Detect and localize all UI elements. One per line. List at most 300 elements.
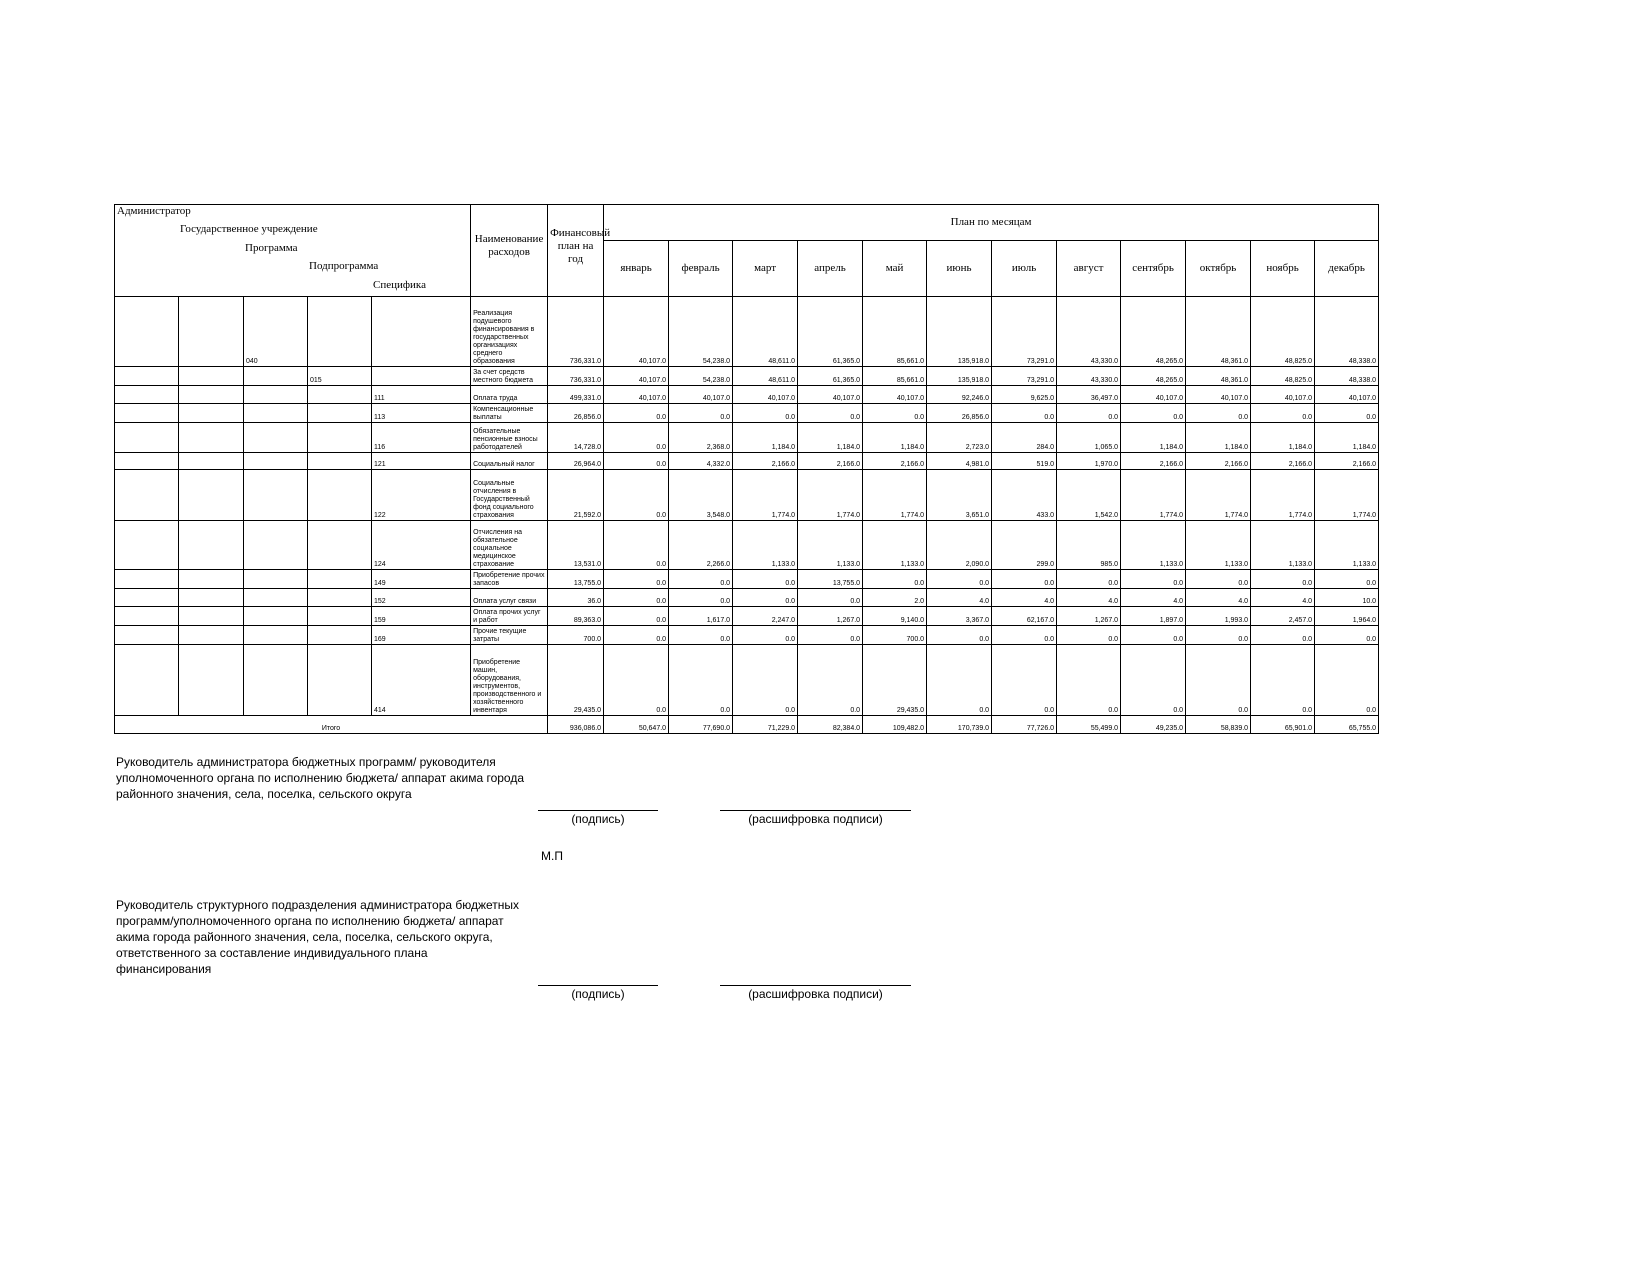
month-value-cell: 1,774.0 bbox=[1121, 470, 1186, 521]
program-code-cell bbox=[244, 626, 308, 645]
month-value-cell: 2,166.0 bbox=[863, 453, 927, 470]
month-value-cell: 0.0 bbox=[992, 570, 1057, 589]
month-value-cell: 0.0 bbox=[733, 589, 798, 607]
program-code-cell bbox=[244, 607, 308, 626]
month-value-cell: 48,611.0 bbox=[733, 367, 798, 386]
table-row bbox=[115, 423, 1379, 453]
month-value-cell: 61,365.0 bbox=[798, 297, 863, 367]
month-value-cell: 2,457.0 bbox=[1251, 607, 1315, 626]
month-header: июль bbox=[992, 241, 1057, 297]
program-code-cell bbox=[244, 645, 308, 716]
month-value-cell: 1,065.0 bbox=[1057, 423, 1121, 453]
month-value-cell: 40,107.0 bbox=[863, 386, 927, 404]
subprogram-code-cell bbox=[308, 645, 372, 716]
program-code-cell bbox=[244, 570, 308, 589]
hierarchy-institution-label: Государственное учреждение bbox=[180, 223, 318, 235]
expense-name-cell: Социальный налог bbox=[471, 453, 548, 470]
month-value-cell: 4,332.0 bbox=[669, 453, 733, 470]
total-month-cell: 58,839.0 bbox=[1186, 716, 1251, 734]
month-value-cell: 0.0 bbox=[927, 626, 992, 645]
month-header: май bbox=[863, 241, 927, 297]
annual-plan-cell: 26,964.0 bbox=[548, 453, 604, 470]
month-value-cell: 0.0 bbox=[927, 570, 992, 589]
month-value-cell: 0.0 bbox=[733, 645, 798, 716]
month-value-cell: 1,184.0 bbox=[1315, 423, 1379, 453]
expense-name-cell: Приобретение прочих запасов bbox=[471, 570, 548, 589]
month-value-cell: 0.0 bbox=[1121, 570, 1186, 589]
month-header: август bbox=[1057, 241, 1121, 297]
annual-plan-cell: 736,331.0 bbox=[548, 367, 604, 386]
month-value-cell: 433.0 bbox=[992, 470, 1057, 521]
month-value-cell: 1,774.0 bbox=[1251, 470, 1315, 521]
month-value-cell: 0.0 bbox=[1186, 570, 1251, 589]
month-value-cell: 3,548.0 bbox=[669, 470, 733, 521]
institution-code-cell bbox=[179, 423, 244, 453]
signature-label-1: (подпись) bbox=[571, 812, 625, 826]
admin-code-cell bbox=[115, 470, 179, 521]
signature-decode-line-2 bbox=[720, 985, 911, 986]
admin-code-cell bbox=[115, 297, 179, 367]
admin-code-cell bbox=[115, 626, 179, 645]
month-value-cell: 0.0 bbox=[669, 404, 733, 423]
month-value-cell: 0.0 bbox=[1186, 645, 1251, 716]
month-header: сентябрь bbox=[1121, 241, 1186, 297]
month-value-cell: 0.0 bbox=[604, 570, 669, 589]
month-value-cell: 40,107.0 bbox=[733, 386, 798, 404]
month-value-cell: 85,661.0 bbox=[863, 367, 927, 386]
expense-name-cell: Оплата труда bbox=[471, 386, 548, 404]
month-value-cell: 0.0 bbox=[604, 645, 669, 716]
annual-plan-cell: 14,728.0 bbox=[548, 423, 604, 453]
month-value-cell: 1,133.0 bbox=[1186, 521, 1251, 570]
month-value-cell: 48,825.0 bbox=[1251, 367, 1315, 386]
month-value-cell: 985.0 bbox=[1057, 521, 1121, 570]
financing-plan-table bbox=[114, 204, 1379, 734]
expense-name-cell: Отчисления на обязательное социальное медицинское страхование bbox=[471, 521, 548, 570]
month-value-cell: 0.0 bbox=[604, 470, 669, 521]
month-value-cell: 1,774.0 bbox=[798, 470, 863, 521]
total-label-cell: Итого bbox=[115, 716, 548, 734]
month-value-cell: 700.0 bbox=[863, 626, 927, 645]
spec-code-cell: 149 bbox=[372, 570, 471, 589]
annual-plan-cell: 89,363.0 bbox=[548, 607, 604, 626]
month-value-cell: 2,090.0 bbox=[927, 521, 992, 570]
spec-code-cell: 111 bbox=[372, 386, 471, 404]
hierarchy-subprogram-label: Подпрограмма bbox=[309, 260, 379, 272]
month-value-cell: 2,723.0 bbox=[927, 423, 992, 453]
month-value-cell: 1,184.0 bbox=[1121, 423, 1186, 453]
month-value-cell: 10.0 bbox=[1315, 589, 1379, 607]
expense-name-cell: Обязательные пенсионные взносы работодателей bbox=[471, 423, 548, 453]
expense-name-cell: За счет средств местного бюджета bbox=[471, 367, 548, 386]
expense-name-cell: Реализация подушевого финансирования в государственных организациях среднего образования bbox=[471, 297, 548, 367]
month-value-cell: 61,365.0 bbox=[798, 367, 863, 386]
month-value-cell: 299.0 bbox=[992, 521, 1057, 570]
month-value-cell: 2,166.0 bbox=[798, 453, 863, 470]
table-row bbox=[115, 645, 1379, 716]
month-value-cell: 0.0 bbox=[733, 570, 798, 589]
month-value-cell: 9,625.0 bbox=[992, 386, 1057, 404]
expense-name-cell: Приобретение машин, оборудования, инструментов, производственного и хозяйственного инвентаря bbox=[471, 645, 548, 716]
spec-code-cell: 414 bbox=[372, 645, 471, 716]
program-code-cell: 040 bbox=[244, 297, 308, 367]
institution-code-cell bbox=[179, 386, 244, 404]
month-value-cell: 0.0 bbox=[604, 521, 669, 570]
program-code-cell bbox=[244, 470, 308, 521]
admin-code-cell bbox=[115, 386, 179, 404]
month-value-cell: 1,184.0 bbox=[733, 423, 798, 453]
annual-plan-cell: 700.0 bbox=[548, 626, 604, 645]
hierarchy-spec-label: Специфика bbox=[373, 279, 426, 291]
month-value-cell: 0.0 bbox=[733, 626, 798, 645]
month-value-cell: 1,774.0 bbox=[733, 470, 798, 521]
institution-code-cell bbox=[179, 626, 244, 645]
institution-code-cell bbox=[179, 367, 244, 386]
month-value-cell: 1,617.0 bbox=[669, 607, 733, 626]
month-value-cell: 48,825.0 bbox=[1251, 297, 1315, 367]
annual-plan-cell: 13,531.0 bbox=[548, 521, 604, 570]
table-row bbox=[115, 607, 1379, 626]
month-value-cell: 0.0 bbox=[604, 607, 669, 626]
admin-code-cell bbox=[115, 521, 179, 570]
month-value-cell: 0.0 bbox=[927, 645, 992, 716]
subprogram-code-cell bbox=[308, 404, 372, 423]
program-code-cell bbox=[244, 589, 308, 607]
month-value-cell: 0.0 bbox=[604, 589, 669, 607]
table-row bbox=[115, 521, 1379, 570]
annual-plan-cell: 21,592.0 bbox=[548, 470, 604, 521]
name-column-header: Наименование расходов bbox=[471, 205, 548, 297]
month-value-cell: 135,918.0 bbox=[927, 297, 992, 367]
subprogram-code-cell bbox=[308, 570, 372, 589]
subprogram-code-cell bbox=[308, 607, 372, 626]
month-value-cell: 40,107.0 bbox=[669, 386, 733, 404]
month-header: июнь bbox=[927, 241, 992, 297]
month-value-cell: 0.0 bbox=[1315, 645, 1379, 716]
admin-code-cell bbox=[115, 570, 179, 589]
month-value-cell: 48,265.0 bbox=[1121, 367, 1186, 386]
subprogram-code-cell bbox=[308, 423, 372, 453]
month-value-cell: 2,247.0 bbox=[733, 607, 798, 626]
month-value-cell: 0.0 bbox=[1251, 626, 1315, 645]
month-value-cell: 135,918.0 bbox=[927, 367, 992, 386]
month-value-cell: 2,166.0 bbox=[1251, 453, 1315, 470]
month-value-cell: 1,184.0 bbox=[798, 423, 863, 453]
subprogram-code-cell bbox=[308, 521, 372, 570]
month-value-cell: 1,964.0 bbox=[1315, 607, 1379, 626]
month-value-cell: 40,107.0 bbox=[1186, 386, 1251, 404]
month-value-cell: 0.0 bbox=[669, 570, 733, 589]
table-row bbox=[115, 297, 1379, 367]
month-value-cell: 1,993.0 bbox=[1186, 607, 1251, 626]
table-row bbox=[115, 404, 1379, 423]
months-group-header: План по месяцам bbox=[604, 205, 1379, 241]
program-code-cell bbox=[244, 521, 308, 570]
spec-code-cell: 113 bbox=[372, 404, 471, 423]
month-value-cell: 0.0 bbox=[863, 570, 927, 589]
month-value-cell: 40,107.0 bbox=[798, 386, 863, 404]
spec-code-cell: 152 bbox=[372, 589, 471, 607]
month-value-cell: 3,367.0 bbox=[927, 607, 992, 626]
month-value-cell: 0.0 bbox=[1186, 626, 1251, 645]
institution-code-cell bbox=[179, 521, 244, 570]
month-value-cell: 0.0 bbox=[1121, 404, 1186, 423]
total-month-cell: 109,482.0 bbox=[863, 716, 927, 734]
month-value-cell: 29,435.0 bbox=[863, 645, 927, 716]
month-value-cell: 73,291.0 bbox=[992, 297, 1057, 367]
month-value-cell: 4.0 bbox=[1186, 589, 1251, 607]
month-header: ноябрь bbox=[1251, 241, 1315, 297]
month-value-cell: 0.0 bbox=[1251, 570, 1315, 589]
month-value-cell: 54,238.0 bbox=[669, 367, 733, 386]
month-value-cell: 0.0 bbox=[798, 589, 863, 607]
institution-code-cell bbox=[179, 570, 244, 589]
signature-decode-label-1: (расшифровка подписи) bbox=[748, 812, 883, 826]
month-value-cell: 43,330.0 bbox=[1057, 297, 1121, 367]
total-month-cell: 77,690.0 bbox=[669, 716, 733, 734]
month-value-cell: 4.0 bbox=[1057, 589, 1121, 607]
month-value-cell: 0.0 bbox=[604, 423, 669, 453]
institution-code-cell bbox=[179, 297, 244, 367]
table-row bbox=[115, 453, 1379, 470]
month-value-cell: 1,133.0 bbox=[863, 521, 927, 570]
admin-code-cell bbox=[115, 404, 179, 423]
month-value-cell: 0.0 bbox=[1057, 404, 1121, 423]
month-value-cell: 4.0 bbox=[1121, 589, 1186, 607]
signature-line-1 bbox=[538, 810, 658, 811]
program-code-cell bbox=[244, 423, 308, 453]
month-value-cell: 0.0 bbox=[1057, 645, 1121, 716]
hierarchy-program-label: Программа bbox=[245, 242, 298, 254]
spec-code-cell: 122 bbox=[372, 470, 471, 521]
month-value-cell: 0.0 bbox=[1186, 404, 1251, 423]
month-value-cell: 48,361.0 bbox=[1186, 367, 1251, 386]
admin-code-cell bbox=[115, 607, 179, 626]
program-code-cell bbox=[244, 367, 308, 386]
month-value-cell: 0.0 bbox=[798, 626, 863, 645]
total-month-cell: 65,755.0 bbox=[1315, 716, 1379, 734]
hierarchy-admin-label: Администратор bbox=[117, 205, 191, 217]
month-header: октябрь bbox=[1186, 241, 1251, 297]
annual-plan-cell: 29,435.0 bbox=[548, 645, 604, 716]
spec-code-cell bbox=[372, 367, 471, 386]
month-value-cell: 1,774.0 bbox=[1315, 470, 1379, 521]
month-value-cell: 2,166.0 bbox=[733, 453, 798, 470]
table-row bbox=[115, 386, 1379, 404]
annual-plan-cell: 13,755.0 bbox=[548, 570, 604, 589]
expense-name-cell: Компенсационные выплаты bbox=[471, 404, 548, 423]
month-value-cell: 40,107.0 bbox=[1121, 386, 1186, 404]
month-value-cell: 1,184.0 bbox=[863, 423, 927, 453]
month-value-cell: 0.0 bbox=[1057, 626, 1121, 645]
month-value-cell: 1,774.0 bbox=[1186, 470, 1251, 521]
institution-code-cell bbox=[179, 453, 244, 470]
total-month-cell: 49,235.0 bbox=[1121, 716, 1186, 734]
month-value-cell: 1,897.0 bbox=[1121, 607, 1186, 626]
program-code-cell bbox=[244, 453, 308, 470]
month-value-cell: 0.0 bbox=[733, 404, 798, 423]
month-value-cell: 48,361.0 bbox=[1186, 297, 1251, 367]
stamp-place: М.П bbox=[541, 849, 563, 863]
signature-label-2: (подпись) bbox=[571, 987, 625, 1001]
month-value-cell: 48,265.0 bbox=[1121, 297, 1186, 367]
admin-code-cell bbox=[115, 453, 179, 470]
month-value-cell: 2,166.0 bbox=[1186, 453, 1251, 470]
month-value-cell: 54,238.0 bbox=[669, 297, 733, 367]
month-header: январь bbox=[604, 241, 669, 297]
month-value-cell: 0.0 bbox=[604, 453, 669, 470]
signature-decode-label-2: (расшифровка подписи) bbox=[748, 987, 883, 1001]
month-value-cell: 9,140.0 bbox=[863, 607, 927, 626]
month-value-cell: 0.0 bbox=[669, 626, 733, 645]
month-value-cell: 0.0 bbox=[604, 404, 669, 423]
month-value-cell: 0.0 bbox=[992, 404, 1057, 423]
institution-code-cell bbox=[179, 404, 244, 423]
month-value-cell: 0.0 bbox=[1057, 570, 1121, 589]
month-value-cell: 2,368.0 bbox=[669, 423, 733, 453]
month-value-cell: 48,611.0 bbox=[733, 297, 798, 367]
month-header: март bbox=[733, 241, 798, 297]
month-value-cell: 1,184.0 bbox=[1186, 423, 1251, 453]
month-value-cell: 62,167.0 bbox=[992, 607, 1057, 626]
month-value-cell: 284.0 bbox=[992, 423, 1057, 453]
subprogram-code-cell bbox=[308, 453, 372, 470]
spec-code-cell: 116 bbox=[372, 423, 471, 453]
table-row bbox=[115, 570, 1379, 589]
signatory-2-title: Руководитель структурного подразделения администратора бюджетных программ/уполномоченного органа по исполнению бюджета/ аппарат акима города районного значения, села, поселка, сельского округа, ответственного за составление индивидуального плана финансирования bbox=[116, 898, 520, 976]
signature-line-2 bbox=[538, 985, 658, 986]
subprogram-code-cell bbox=[308, 470, 372, 521]
total-month-cell: 65,901.0 bbox=[1251, 716, 1315, 734]
subprogram-code-cell bbox=[308, 626, 372, 645]
month-value-cell: 0.0 bbox=[1121, 626, 1186, 645]
month-value-cell: 13,755.0 bbox=[798, 570, 863, 589]
month-value-cell: 1,133.0 bbox=[1121, 521, 1186, 570]
spec-code-cell bbox=[372, 297, 471, 367]
total-month-cell: 71,229.0 bbox=[733, 716, 798, 734]
month-value-cell: 1,542.0 bbox=[1057, 470, 1121, 521]
month-header: апрель bbox=[798, 241, 863, 297]
month-value-cell: 1,133.0 bbox=[1251, 521, 1315, 570]
expense-name-cell: Оплата прочих услуг и работ bbox=[471, 607, 548, 626]
month-value-cell: 4,981.0 bbox=[927, 453, 992, 470]
table-row bbox=[115, 470, 1379, 521]
total-month-cell: 170,739.0 bbox=[927, 716, 992, 734]
program-code-cell bbox=[244, 386, 308, 404]
month-value-cell: 3,651.0 bbox=[927, 470, 992, 521]
annual-plan-header: Финансовый план на год bbox=[548, 205, 604, 297]
month-value-cell: 2,166.0 bbox=[1315, 453, 1379, 470]
expense-name-cell: Прочие текущие затраты bbox=[471, 626, 548, 645]
month-value-cell: 40,107.0 bbox=[604, 367, 669, 386]
month-value-cell: 40,107.0 bbox=[1251, 386, 1315, 404]
month-value-cell: 85,661.0 bbox=[863, 297, 927, 367]
institution-code-cell bbox=[179, 470, 244, 521]
total-month-cell: 82,384.0 bbox=[798, 716, 863, 734]
total-annual-cell: 936,086.0 bbox=[548, 716, 604, 734]
month-value-cell: 26,856.0 bbox=[927, 404, 992, 423]
hierarchy-header bbox=[115, 205, 471, 297]
month-value-cell: 2,266.0 bbox=[669, 521, 733, 570]
month-value-cell: 0.0 bbox=[1251, 404, 1315, 423]
subprogram-code-cell bbox=[308, 297, 372, 367]
month-value-cell: 40,107.0 bbox=[604, 386, 669, 404]
month-value-cell: 73,291.0 bbox=[992, 367, 1057, 386]
month-value-cell: 0.0 bbox=[1315, 626, 1379, 645]
month-value-cell: 0.0 bbox=[604, 626, 669, 645]
month-value-cell: 4.0 bbox=[1251, 589, 1315, 607]
annual-plan-cell: 499,331.0 bbox=[548, 386, 604, 404]
admin-code-cell bbox=[115, 423, 179, 453]
month-value-cell: 0.0 bbox=[798, 404, 863, 423]
month-value-cell: 43,330.0 bbox=[1057, 367, 1121, 386]
table-row bbox=[115, 367, 1379, 386]
subprogram-code-cell: 015 bbox=[308, 367, 372, 386]
annual-plan-cell: 36.0 bbox=[548, 589, 604, 607]
spec-code-cell: 159 bbox=[372, 607, 471, 626]
institution-code-cell bbox=[179, 589, 244, 607]
month-value-cell: 519.0 bbox=[992, 453, 1057, 470]
month-value-cell: 0.0 bbox=[1315, 570, 1379, 589]
spec-code-cell: 121 bbox=[372, 453, 471, 470]
total-month-cell: 55,499.0 bbox=[1057, 716, 1121, 734]
month-header: февраль bbox=[669, 241, 733, 297]
expense-name-cell: Оплата услуг связи bbox=[471, 589, 548, 607]
month-value-cell: 1,133.0 bbox=[798, 521, 863, 570]
month-value-cell: 0.0 bbox=[1315, 404, 1379, 423]
month-value-cell: 1,133.0 bbox=[1315, 521, 1379, 570]
expense-name-cell: Социальные отчисления в Государственный фонд социального страхования bbox=[471, 470, 548, 521]
month-value-cell: 40,107.0 bbox=[604, 297, 669, 367]
month-value-cell: 4.0 bbox=[927, 589, 992, 607]
plan-body bbox=[115, 297, 1379, 734]
month-header: декабрь bbox=[1315, 241, 1379, 297]
month-value-cell: 0.0 bbox=[669, 645, 733, 716]
institution-code-cell bbox=[179, 645, 244, 716]
spec-code-cell: 124 bbox=[372, 521, 471, 570]
month-value-cell: 40,107.0 bbox=[1315, 386, 1379, 404]
month-value-cell: 1,970.0 bbox=[1057, 453, 1121, 470]
admin-code-cell bbox=[115, 645, 179, 716]
month-value-cell: 92,246.0 bbox=[927, 386, 992, 404]
total-month-cell: 77,726.0 bbox=[992, 716, 1057, 734]
annual-plan-cell: 26,856.0 bbox=[548, 404, 604, 423]
month-value-cell: 2.0 bbox=[863, 589, 927, 607]
admin-code-cell bbox=[115, 367, 179, 386]
month-value-cell: 48,338.0 bbox=[1315, 297, 1379, 367]
month-value-cell: 0.0 bbox=[992, 645, 1057, 716]
month-value-cell: 0.0 bbox=[798, 645, 863, 716]
month-value-cell: 0.0 bbox=[669, 589, 733, 607]
subprogram-code-cell bbox=[308, 386, 372, 404]
admin-code-cell bbox=[115, 589, 179, 607]
spec-code-cell: 169 bbox=[372, 626, 471, 645]
month-value-cell: 1,267.0 bbox=[1057, 607, 1121, 626]
annual-plan-cell: 736,331.0 bbox=[548, 297, 604, 367]
program-code-cell bbox=[244, 404, 308, 423]
month-value-cell: 48,338.0 bbox=[1315, 367, 1379, 386]
signatory-1-title: Руководитель администратора бюджетных программ/ руководителя уполномоченного органа по исполнению бюджета/ аппарат акима города районного значения, села, поселка, сельского округа bbox=[116, 755, 525, 801]
month-value-cell: 0.0 bbox=[863, 404, 927, 423]
month-value-cell: 0.0 bbox=[1251, 645, 1315, 716]
month-value-cell: 1,133.0 bbox=[733, 521, 798, 570]
month-value-cell: 1,774.0 bbox=[863, 470, 927, 521]
total-month-cell: 50,647.0 bbox=[604, 716, 669, 734]
signature-decode-line-1 bbox=[720, 810, 911, 811]
month-value-cell: 0.0 bbox=[1121, 645, 1186, 716]
subprogram-code-cell bbox=[308, 589, 372, 607]
month-value-cell: 1,267.0 bbox=[798, 607, 863, 626]
